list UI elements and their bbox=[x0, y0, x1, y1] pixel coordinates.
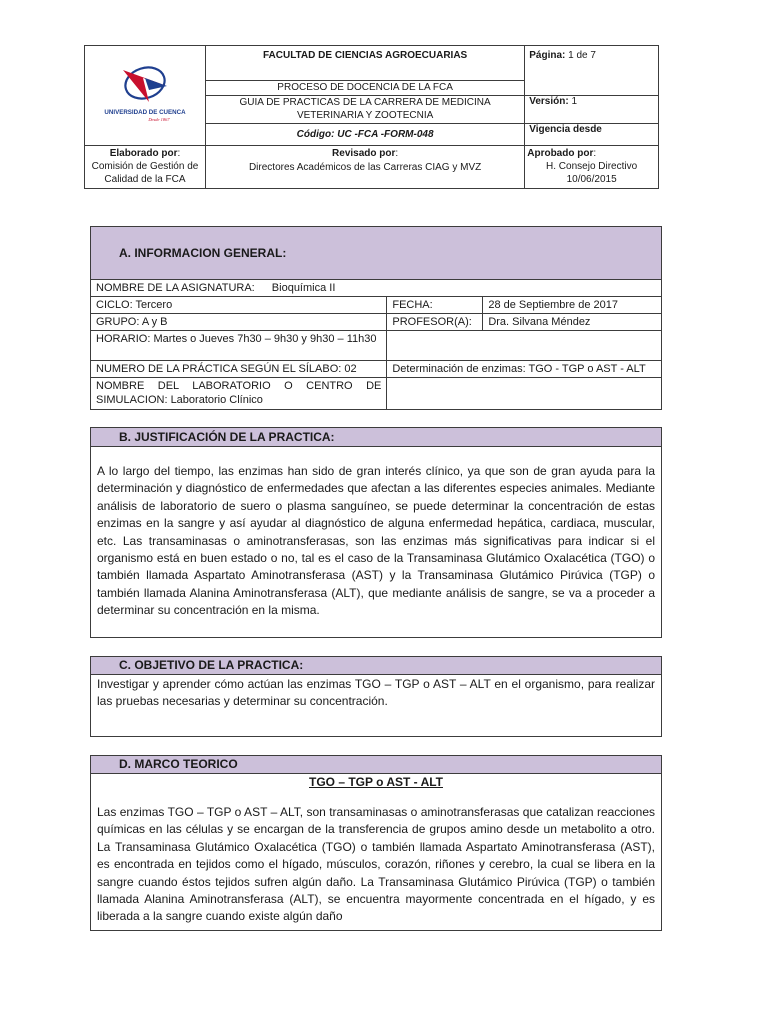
reviewed-label: Revisado por bbox=[332, 148, 396, 159]
subject-value: Bioquímica II bbox=[271, 282, 336, 294]
elaborated-colon: : bbox=[177, 148, 181, 159]
general-info-table bbox=[90, 279, 662, 410]
approved-colon: : bbox=[593, 148, 597, 159]
form-code-label: Código bbox=[296, 128, 332, 140]
reviewed-by: Directores Académicos de las Carreras CIAG y MVZ bbox=[248, 162, 482, 173]
approved-date: 10/06/2015 bbox=[566, 174, 617, 185]
form-code-value: : UC -FCA -FORM-048 bbox=[331, 128, 434, 140]
section-c-box bbox=[90, 656, 662, 737]
section-b-body: A lo largo del tiempo, las enzimas han sido de gran interés clínico, ya que son de gran ayuda para la determinación y diagnóstico de enfermedades que afectan a las diferentes especies animales. Mediante análisis de laboratorio de suero o plasma sanguíneo, se puede determinar la concentración de estas enzimas en la sangre y así ayudar al diagnóstico de alguna enfermedad hepática, cardiaca, muscular, etc. Las transaminasas o aminotransferasas, son las enzimas más significativas para indicar si el organismo está en buen estado o no, tal es el caso de la Transaminasa Glutámico Oxalacética (TGO) o también llamada Aspartato Aminotransferasa (AST) y la Transaminasa Glutámico Pirúvica (TGP) o también llamada Alanina Aminotransferasa (ALT), que mediante análisis de sangre, se va a proceder a determinar su concentración en la misma. bbox=[97, 464, 655, 618]
elaborated-label: Elaborado por bbox=[109, 148, 178, 159]
elaborated-cell bbox=[85, 146, 206, 189]
approved-label: Aprobado por bbox=[527, 148, 594, 159]
practice-number-cell: NUMERO DE LA PRÁCTICA SEGÚN EL SÍLABO: 02 bbox=[91, 361, 387, 378]
approved-cell bbox=[525, 146, 659, 189]
lab-name-cell: NOMBRE DEL LABORATORIO O CENTRO DE SIMULACION: Laboratorio Clínico bbox=[91, 378, 387, 410]
section-b-title: B. JUSTIFICACIÓN DE LA PRACTICA: bbox=[91, 428, 661, 447]
lab-empty-cell bbox=[387, 378, 662, 410]
teacher-value: Dra. Silvana Méndez bbox=[483, 314, 662, 331]
schedule-empty-cell bbox=[387, 331, 662, 361]
teacher-label: PROFESOR(A): bbox=[387, 314, 483, 331]
elaborated-by: Comisión de Gestión de Calidad de la FCA bbox=[91, 161, 199, 185]
section-a-header-box bbox=[90, 226, 662, 280]
logo-tagline-text: Desde 1867 bbox=[148, 117, 170, 122]
form-code bbox=[205, 124, 524, 146]
date-value: 28 de Septiembre de 2017 bbox=[483, 297, 662, 314]
section-c-body: Investigar y aprender cómo actúan las enzimas TGO – TGP o AST – ALT en el organismo, para realizar las pruebas necesarias y determinar su concentración. bbox=[97, 677, 655, 709]
page-label: Página: bbox=[529, 50, 566, 61]
subject-label: NOMBRE DE LA ASIGNATURA: bbox=[96, 282, 255, 294]
faculty-title: FACULTAD DE CIENCIAS AGROECUARIAS bbox=[205, 46, 524, 81]
university-logo bbox=[89, 56, 201, 132]
validity-label: Vigencia desde bbox=[525, 124, 659, 146]
section-d-subtitle: TGO – TGP o AST - ALT bbox=[309, 775, 443, 789]
version-value: 1 bbox=[568, 96, 578, 107]
section-a-title: A. INFORMACION GENERAL: bbox=[91, 227, 661, 280]
guide-title: GUIA DE PRACTICAS DE LA CARRERA DE MEDICINA VETERINARIA Y ZOOTECNIA bbox=[205, 96, 524, 124]
group-cell: GRUPO: A y B bbox=[91, 314, 387, 331]
process-title: PROCESO DE DOCENCIA DE LA FCA bbox=[205, 81, 524, 96]
section-d-title: D. MARCO TEORICO bbox=[91, 756, 661, 774]
approved-by: H. Consejo Directivo bbox=[546, 161, 638, 172]
section-b-box bbox=[90, 427, 662, 638]
university-logo-cell bbox=[85, 46, 206, 146]
subject-row bbox=[91, 280, 662, 297]
cycle-cell: CICLO: Tercero bbox=[91, 297, 387, 314]
page-value: 1 de 7 bbox=[565, 50, 596, 61]
version-label: Versión: bbox=[529, 96, 569, 107]
logo-name-text: UNIVERSIDAD DE CUENCA bbox=[104, 109, 186, 116]
schedule-cell: HORARIO: Martes o Jueves 7h30 – 9h30 y 9h30 – 11h30 bbox=[91, 331, 387, 361]
page-number-cell bbox=[525, 46, 659, 96]
document-header-table bbox=[84, 45, 659, 189]
date-label: FECHA: bbox=[387, 297, 483, 314]
section-c-title: C. OBJETIVO DE LA PRACTICA: bbox=[91, 657, 661, 675]
section-d-box bbox=[90, 755, 662, 931]
version-cell bbox=[525, 96, 659, 124]
section-d-body: Las enzimas TGO – TGP o AST – ALT, son transaminasas o aminotransferasas que catalizan reacciones químicas en las células y se encargan de la transferencia de grupos amino desde un metabolito a otro. La Transaminasa Glutámico Oxalacética (TGO) o también llamada Aspartato Aminotransferasa (AST), es encontrada en tejidos como el hígado, músculos, corazón, riñones y cerebro, la cual se libera en la sangre cuando éstos tejidos sufren algún daño. La Transaminasa Glutámico Pirúvica (TGP) o también llamada Alanina Aminotransferasa (ALT), se encuentra mayormente concentrada en el hígado, y es liberada a la sangre cuando existe algún daño bbox=[97, 805, 655, 924]
practice-name-cell: Determinación de enzimas: TGO - TGP o AST - ALT bbox=[387, 361, 662, 378]
reviewed-colon: : bbox=[395, 148, 399, 159]
reviewed-cell bbox=[205, 146, 524, 189]
